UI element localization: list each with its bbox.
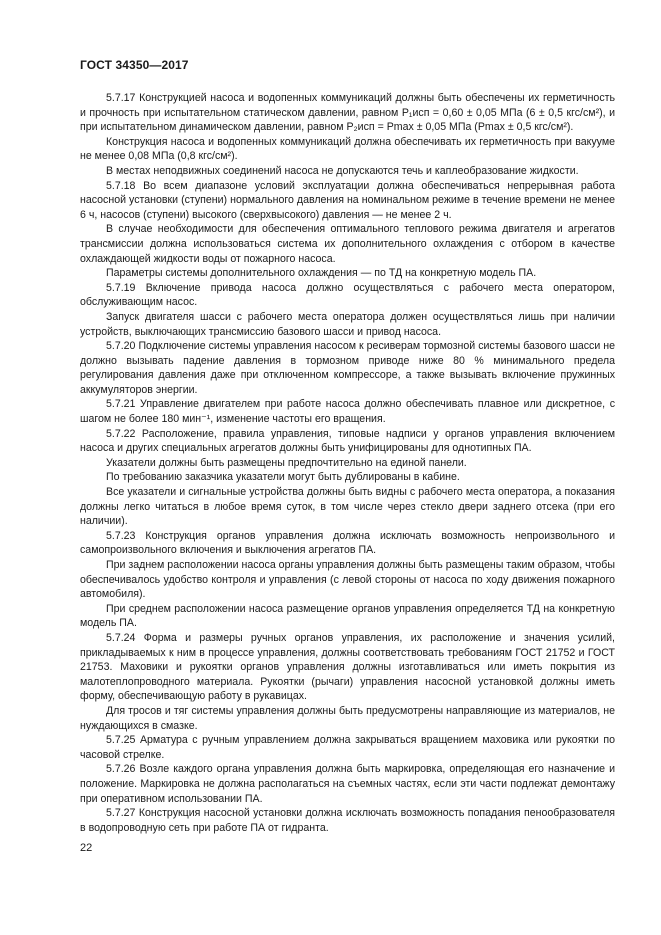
page-number: 22 (80, 842, 93, 854)
paragraph: 5.7.20 Подключение системы управления насосом к ресиверам тормозной системы базового шасси не должно вызывать падение давления в тормозном приводе ниже 80 % минимального предела регулирования давления даже при отключенном компрессоре, а также вызывать включение пружинных аккумуляторов энергии. (80, 340, 615, 396)
paragraph: 5.7.21 Управление двигателем при работе насоса должно обеспечивать плавное или дискретное, с шагом не более 180 мин⁻¹, изменение частоты его вращения. (80, 398, 615, 426)
paragraph: При заднем расположении насоса органы управления должны быть размещены таким образом, чтобы обеспечивалось удобство контроля и управления (с левой стороны от насоса по ходу движения пожарного автомобиля). (80, 559, 615, 601)
paragraph: Для тросов и тяг системы управления должны быть предусмотрены направляющие из материалов, не нуждающихся в смазке. (80, 704, 615, 732)
paragraph: 5.7.19 Включение привода насоса должно осуществляться с рабочего места оператором, обслуживающим насос. (80, 281, 615, 309)
paragraph: Все указатели и сигнальные устройства должны быть видны с рабочего места оператора, а показания должны легко читаться в любое время суток, в том числе через стекло двери заднего отсека (при его наличии). (80, 486, 615, 528)
paragraph: Запуск двигателя шасси с рабочего места оператора должен осуществляться лишь при наличии устройств, выключающих трансмиссию базового шасси и привод насоса. (80, 310, 615, 338)
paragraph: Указатели должны быть размещены предпочтительно на единой панели. (106, 456, 467, 469)
paragraph: В случае необходимости для обеспечения оптимального теплового режима двигателя и агрегатов трансмиссии должна использоваться система их дополнительного охлаждения с отбором в качестве охлаждающей жидкости воды от пожарного насоса. (80, 223, 615, 265)
paragraph: 5.7.22 Расположение, правила управления, типовые надписи у органов управления включением насоса и других специальных агрегатов должны быть унифицированы для однотипных ПА. (80, 427, 615, 455)
document-body (80, 91, 615, 835)
paragraph: 5.7.27 Конструкция насосной установки должна исключать возможность попадания пенообразователя в водопроводную сеть при работе ПА от гидранта. (80, 807, 615, 834)
paragraph: 5.7.17 Конструкцией насоса и водопенных коммуникаций должны быть обеспечены их герметичность и прочность при испытательном статическом давлении, равном P₁исп = 0,60 ± 0,05 МПа (6 ± 0,5 кгс/см²), и при испытательном динамическом давлении, равном P₂исп = Pmax ± 0,05 МПа (Pmax ± 0,5 кгс/см²). (80, 92, 615, 134)
paragraph: В местах неподвижных соединений насоса не допускаются течь и каплеобразование жидкости. (106, 164, 579, 177)
paragraph: 5.7.26 Возле каждого органа управления должна быть маркировка, определяющая его назначение и положение. Маркировка не должна располагаться на съемных частях, если эти части подлежат демонтажу при оперативном использовании ПА. (80, 763, 615, 805)
paragraph: 5.7.25 Арматура с ручным управлением должна закрываться вращением маховика или рукоятки по часовой стрелке. (80, 734, 615, 761)
paragraph: По требованию заказчика указатели могут быть дублированы в кабине. (106, 471, 460, 484)
paragraph: 5.7.23 Конструкция органов управления должна исключать возможность непроизвольного и самопроизвольного включения и выключения агрегатов ПА. (80, 529, 615, 557)
paragraph: Параметры системы дополнительного охлаждения — по ТД на конкретную модель ПА. (106, 267, 537, 280)
paragraph: При среднем расположении насоса размещение органов управления определяется ТД на конкретную модель ПА. (80, 602, 615, 630)
paragraph: Конструкция насоса и водопенных коммуникаций должна обеспечивать их герметичность при вакууме не менее 0,08 МПа (0,8 кгс/см²). (80, 135, 615, 163)
paragraph: 5.7.24 Форма и размеры ручных органов управления, их расположение и значения усилий, прикладываемых к ним в процессе управления, должны соответствовать требованиям ГОСТ 21752 и ГОСТ 21753. Маховики и рукоятки органов управления должны изготавливаться или иметь покрытия из малотеплопроводного материала. Рукоятки (рычаги) управления насосной установкой должны иметь форму, обеспечивающую работу в рукавицах. (80, 631, 615, 703)
paragraph: 5.7.18 Во всем диапазоне условий эксплуатации должна обеспечиваться непрерывная работа насосной установки (ступени) нормального давления на номинальном режиме в течение времени не менее 6 ч, насосов (ступени) высокого (сверхвысокого) давления — не менее 2 ч. (80, 179, 615, 221)
document-header: ГОСТ 34350—2017 (80, 58, 189, 72)
